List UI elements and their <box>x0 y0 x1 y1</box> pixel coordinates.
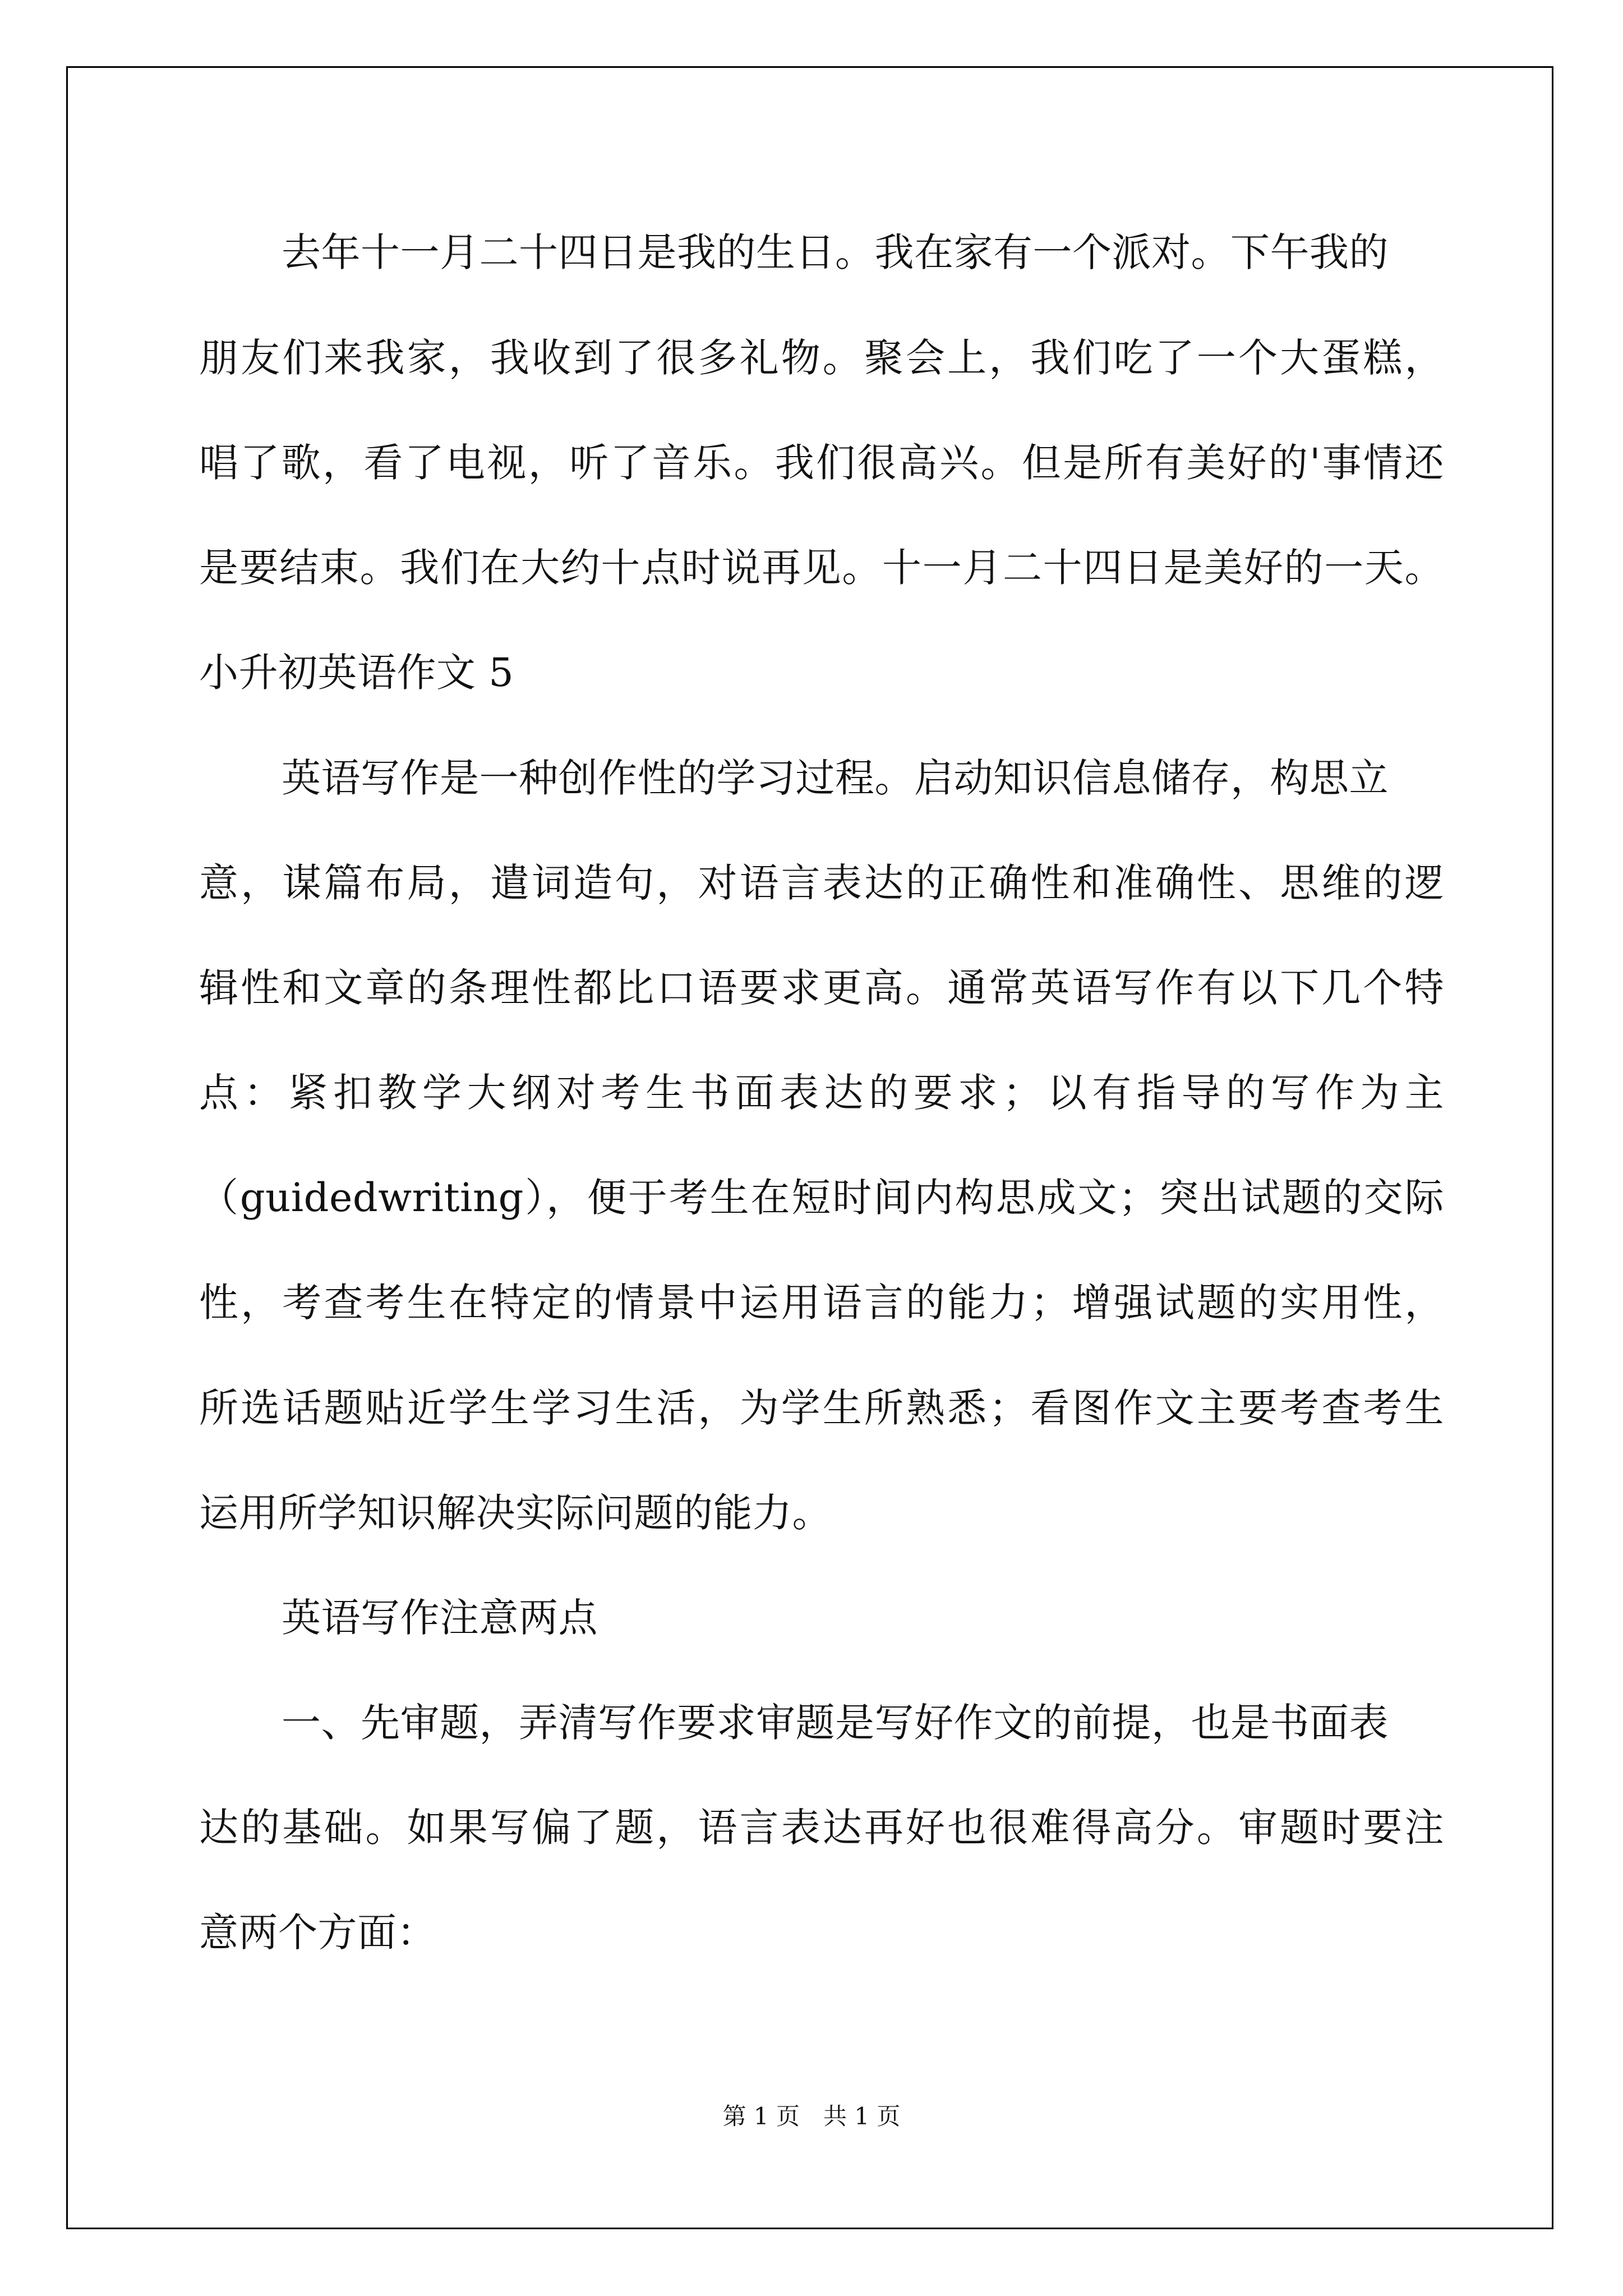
paragraph-line: 点：紧扣教学大纲对考生书面表达的要求；以有指导的写作为主 <box>199 1070 1444 1116</box>
paragraph-line: 唱了歌，看了电视，听了音乐。我们很高兴。但是所有美好的'事情还 <box>199 440 1444 486</box>
page-number-footer: 第 1 页 共 1 页 <box>722 2102 901 2130</box>
paragraph-line: 运用所学知识解决实际问题的能力。 <box>199 1490 832 1536</box>
section-heading: 小升初英语作文 5 <box>199 650 514 696</box>
paragraph-line: 朋友们来我家，我收到了很多礼物。聚会上，我们吃了一个大蛋糕， <box>199 335 1444 381</box>
subheading: 英语写作注意两点 <box>282 1595 598 1641</box>
paragraph-line: 性，考查考生在特定的情景中运用语言的能力；增强试题的实用性， <box>199 1280 1444 1326</box>
paragraph-line: 去年十一月二十四日是我的生日。我在家有一个派对。下午我的 <box>282 229 1389 275</box>
paragraph-line: 一、先审题，弄清写作要求审题是写好作文的前提，也是书面表 <box>282 1700 1389 1746</box>
paragraph-line: （guidedwriting），便于考生在短时间内构思成文；突出试题的交际 <box>199 1175 1444 1221</box>
paragraph-line: 英语写作是一种创作性的学习过程。启动知识信息储存，构思立 <box>282 755 1389 801</box>
paragraph-line: 是要结束。我们在大约十点时说再见。十一月二十四日是美好的一天。 <box>199 545 1444 591</box>
paragraph-line: 意，谋篇布局，遣词造句，对语言表达的正确性和准确性、思维的逻 <box>199 860 1444 906</box>
paragraph-line: 辑性和文章的条理性都比口语要求更高。通常英语写作有以下几个特 <box>199 965 1444 1011</box>
paragraph-line: 意两个方面： <box>199 1910 436 1955</box>
paragraph-line: 所选话题贴近学生学习生活，为学生所熟悉；看图作文主要考查考生 <box>199 1385 1444 1431</box>
paragraph-line: 达的基础。如果写偏了题，语言表达再好也很难得高分。审题时要注 <box>199 1805 1444 1851</box>
